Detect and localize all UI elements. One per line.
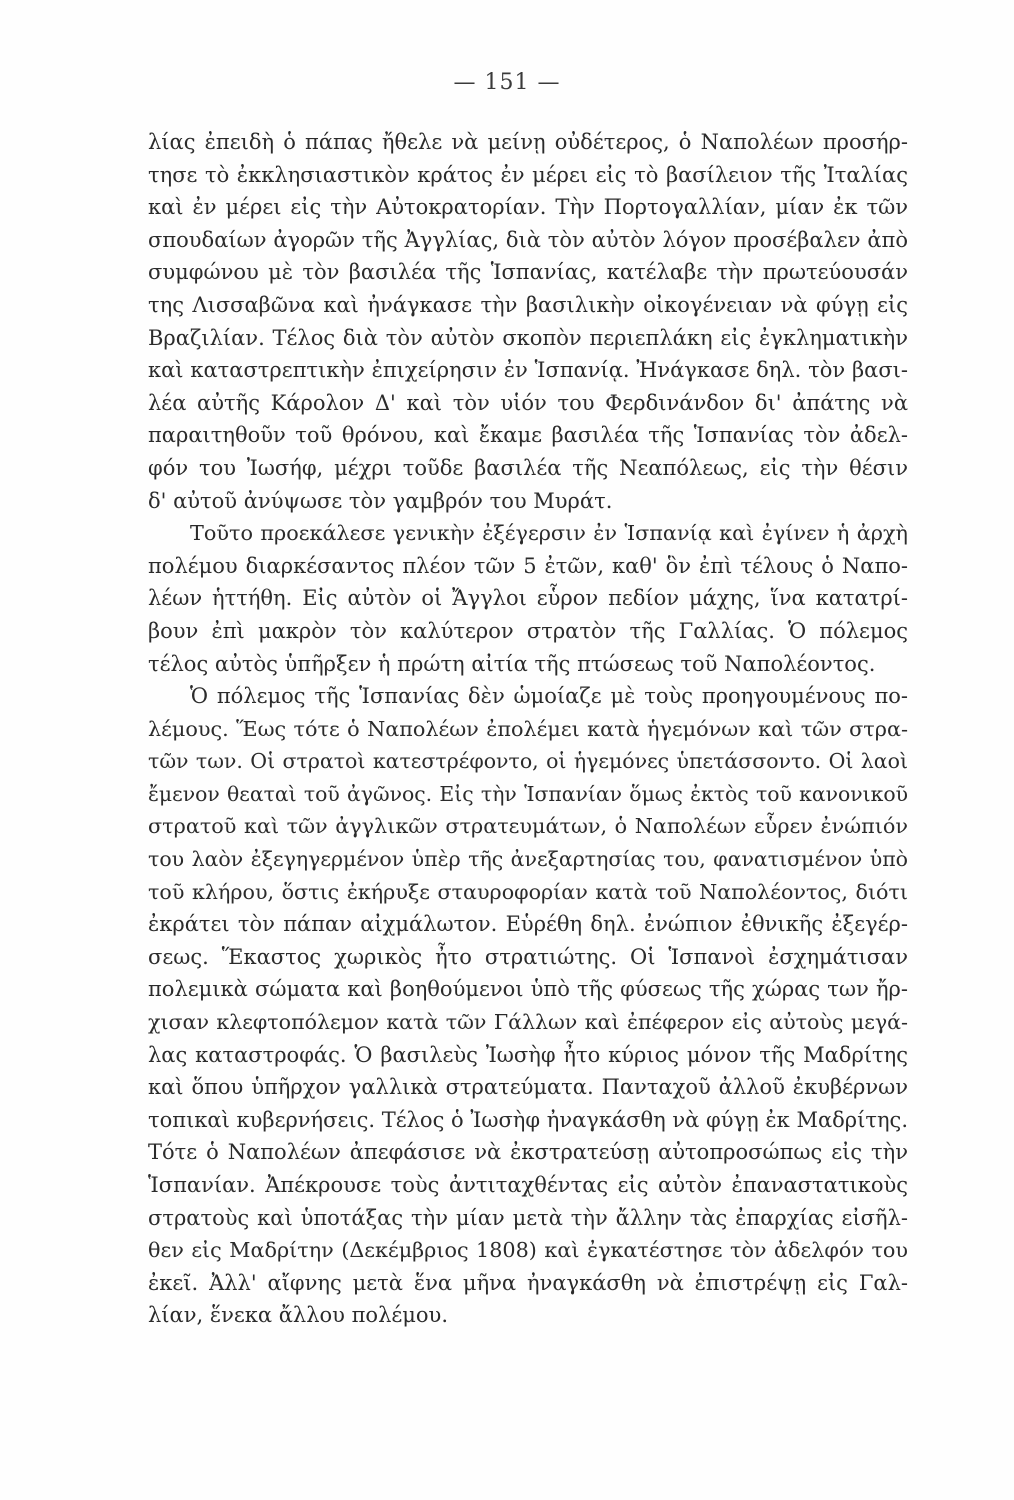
paragraph-2 [148,517,908,680]
text-line: τῶν των. Οἱ στρατοὶ κατεστρέφοντο, οἱ ἡγεμόνες ὑπετάσσοντο. Οἱ λαοὶ [148,749,908,774]
text-line: στρατοὺς καὶ ὑποτάξας τὴν μίαν μετὰ τὴν ἄλλην τὰς ἐπαρχίας εἰσῆλ- [148,1205,908,1230]
text-line: ἐκεῖ. Ἀλλ' αἴφνης μετὰ ἕνα μῆνα ἠναγκάσθη νὰ ἐπιστρέψῃ εἰς Γαλ- [148,1270,908,1295]
text-line: θεν εἰς Μαδρίτην (Δεκέμβριος 1808) καὶ ἐγκατέστησε τὸν ἀδελφόν του [148,1238,908,1263]
text-line: φόν του Ἰωσήφ, μέχρι τοῦδε βασιλέα τῆς Νεαπόλεως, εἰς τὴν θέσιν [148,455,908,480]
text-line: λίαν, ἕνεκα ἄλλου πολέμου. [148,1303,448,1328]
text-line: σπουδαίων ἀγορῶν τῆς Ἀγγλίας, διὰ τὸν αὐτὸν λόγον προσέβαλεν ἀπὸ [148,227,908,252]
text-line: τέλος αὐτὸς ὑπῆρξεν ἡ πρώτη αἰτία τῆς πτώσεως τοῦ Ναπολέοντος. [148,651,876,676]
body-text [148,126,908,1332]
text-line: συμφώνου μὲ τὸν βασιλέα τῆς Ἱσπανίας, κατέλαβε τὴν πρωτεύουσάν [148,260,908,285]
text-line: δ' αὐτοῦ ἀνύψωσε τὸν γαμβρόν του Μυράτ. [148,488,613,513]
text-line: στρατοῦ καὶ τῶν ἀγγλικῶν στρατευμάτων, ὁ Ναπολέων εὗρεν ἐνώπιόν [148,814,908,839]
text-line: τησε τὸ ἐκκλησιαστικὸν κράτος ἐν μέρει εἰς τὸ βασίλειον τῆς Ἰταλίας [148,162,908,187]
paragraph-3 [148,680,908,1332]
text-line: παραιτηθοῦν τοῦ θρόνου, καὶ ἔκαμε βασιλέα τῆς Ἱσπανίας τὸν ἀδελ- [148,423,908,448]
text-line: του λαὸν ἐξεγηγερμένον ὑπὲρ τῆς ἀνεξαρτησίας του, φανατισμένον ὑπὸ [148,847,908,872]
text-line: λέμους. Ἕως τότε ὁ Ναπολέων ἐπολέμει κατὰ ἡγεμόνων καὶ τῶν στρα- [148,716,908,741]
text-line: Ἱσπανίαν. Ἀπέκρουσε τοὺς ἀντιταχθέντας εἰς αὐτὸν ἐπαναστατικοὺς [148,1173,908,1197]
text-line: πολεμικὰ σώματα καὶ βοηθούμενοι ὑπὸ τῆς φύσεως τῆς χώρας των ἤρ- [148,977,908,1002]
text-line: της Λισσαβῶνα καὶ ἠνάγκασε τὴν βασιλικὴν οἰκογένειαν νὰ φύγῃ εἰς [148,292,908,317]
text-line: λέα αὐτῆς Κάρολον Δ' καὶ τὸν υἱόν του Φερδινάνδον δι' ἀπάτης νὰ [148,390,908,415]
text-line: τοῦ κλήρου, ὅστις ἐκήρυξε σταυροφορίαν κατὰ τοῦ Ναπολέοντος, διότι [148,879,908,904]
text-line: ἐκράτει τὸν πάπαν αἰχμάλωτον. Εὑρέθη δηλ. ἐνώπιον ἐθνικῆς ἐξεγέρ- [148,912,908,937]
text-line: καὶ ὅπου ὑπῆρχον γαλλικὰ στρατεύματα. Πανταχοῦ ἀλλοῦ ἐκυβέρνων [148,1075,908,1100]
text-line: Τότε ὁ Ναπολέων ἀπεφάσισε νὰ ἐκστρατεύσῃ αὐτοπροσώπως εἰς τὴν [148,1140,908,1165]
text-line: Τοῦτο προεκάλεσε γενικὴν ἐξέγερσιν ἐν Ἱσπανίᾳ καὶ ἐγίνεν ἡ ἀρχὴ [190,521,908,546]
page-number: — 151 — [453,70,561,95]
text-line: βουν ἐπὶ μακρὸν τὸν καλύτερον στρατὸν τῆς Γαλλίας. Ὁ πόλεμος [148,618,908,643]
text-line: πολέμου διαρκέσαντος πλέον τῶν 5 ἐτῶν, καθ' ὃν ἐπὶ τέλους ὁ Ναπο- [148,553,908,578]
text-line: Βραζιλίαν. Τέλος διὰ τὸν αὐτὸν σκοπὸν περιεπλάκη εἰς ἐγκληματικὴν [148,325,908,350]
text-line: λίας ἐπειδὴ ὁ πάπας ἤθελε νὰ μείνῃ οὐδέτερος, ὁ Ναπολέων προσήρ- [148,130,908,154]
text-line: καὶ ἐν μέρει εἰς τὴν Αὐτοκρατορίαν. Τὴν Πορτογαλλίαν, μίαν ἐκ τῶν [148,195,908,220]
text-line: τοπικαὶ κυβερνήσεις. Τέλος ὁ Ἰωσὴφ ἠναγκάσθη νὰ φύγῃ ἐκ Μαδρίτης. [148,1107,908,1132]
text-line: Ὁ πόλεμος τῆς Ἱσπανίας δὲν ὡμοίαζε μὲ τοὺς προηγουμένους πο- [190,684,908,709]
text-line: σεως. Ἕκαστος χωρικὸς ἦτο στρατιώτης. Οἱ Ἱσπανοὶ ἐσχημάτισαν [148,944,908,969]
text-line: καὶ καταστρεπτικὴν ἐπιχείρησιν ἐν Ἱσπανίᾳ. Ἠνάγκασε δηλ. τὸν βασι- [148,358,908,383]
text-line: λας καταστροφάς. Ὁ βασιλεὺς Ἰωσὴφ ἦτο κύριος μόνον τῆς Μαδρίτης [148,1042,908,1067]
text-line: ἔμενον θεαταὶ τοῦ ἀγῶνος. Εἰς τὴν Ἱσπανίαν ὅμως ἐκτὸς τοῦ κανονικοῦ [148,781,908,806]
paragraph-1 [148,126,908,517]
text-line: λέων ἡττήθη. Εἰς αὐτὸν οἱ Ἄγγλοι εὗρον πεδίον μάχης, ἵνα κατατρί- [148,586,908,611]
text-line: χισαν κλεφτοπόλεμον κατὰ τῶν Γάλλων καὶ ἐπέφερον εἰς αὐτοὺς μεγά- [148,1010,908,1035]
